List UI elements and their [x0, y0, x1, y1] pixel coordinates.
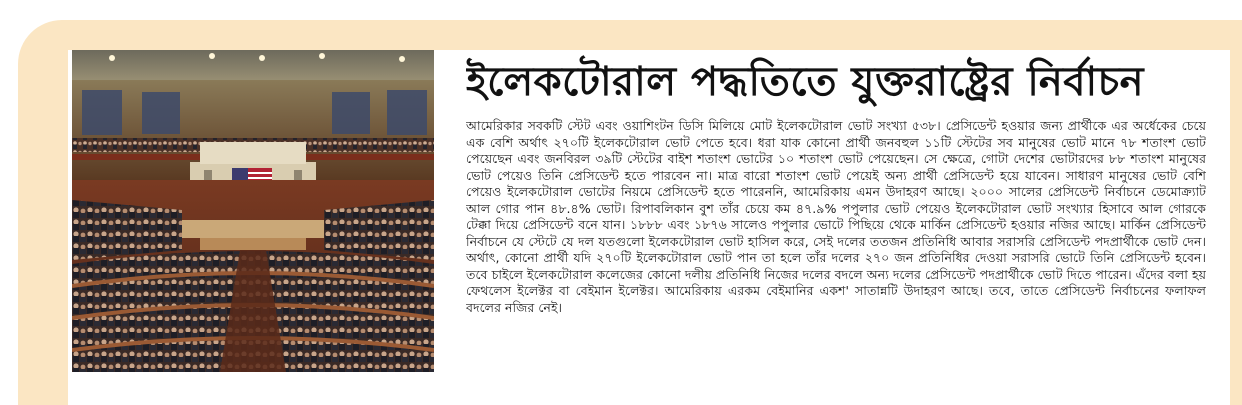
article: [466, 54, 1206, 394]
article-paragraph: আমেরিকার সবকটি স্টেট এবং ওয়াশিংটন ডিসি মিলিয়ে মোট ইলেকটোরাল ভোট সংখ্যা ৫৩৮। প্রেসিডেন্ট হওয়ার জন্য প্রার্থীকে এর অর্ধেকের চেয়ে এক বেশি অর্থাৎ ২৭০টি ইলেকটোরাল ভোট পেতে হবে। ধরা যাক কোনো প্রার্থী জনবহুল ১১টি স্টেটের সব মানুষের ভোট মানে ৭৮ শতাংশ ভোট পেয়েছেন এবং জনবিরল ৩৯টি স্টেটের বাইশ শতাংশ ভোটের ১০ শতাংশ ভোট পেয়েছেন। সে ক্ষেত্রে, গোটা দেশের ভোটারদের ৮৮ শতাংশ মানুষের ভোট পেয়েও তিনি প্রেসিডেন্ট হতে পারবেন না। মাত্র বারো শতাংশ ভোট পেয়েই অন্য প্রার্থী প্রেসিডেন্ট হয়ে যাবেন। সাধারণ মানুষের ভোট বেশি পেয়েও ইলেকটোরাল ভোটের নিয়মে প্রেসিডেন্ট হতে পারেননি, আমেরিকায় এমন উদাহরণ আছে। ২০০০ সালের প্রেসিডেন্ট নির্বাচনে ডেমোক্র্যাট আল গোর পান ৪৮.৪% ভোট। রিপাবলিকান বুশ তাঁর চেয়ে কম ৪৭.৯% পপুলার ভোট পেয়েও ইলেকটোরাল ভোট সংখ্যার হিসাবে আল গোরকে টেক্কা দিয়ে প্রেসিডেন্ট বনে যান। ১৮৮৮ এবং ১৮৭৬ সালেও পপুলার ভোটে পিছিয়ে থেকে মার্কিন প্রেসিডেন্ট হওয়ার নজির আছে। মার্কিন প্রেসিডেন্ট নির্বাচনে যে স্টেটে যে দল যতগুলো ইলেকটোরাল ভোট হাসিল করে, সেই দলের ততজন প্রতিনিধি আবার সরাসরি প্রেসিডেন্ট পদপ্রার্থীকে ভোট দেন। অর্থাৎ, কোনো প্রার্থী যদি ২৭০টি ইলেকটোরাল ভোট পান তা হলে তাঁর দলের ২৭০ জন প্রতিনিধির দেওয়া সরাসরি ভোটে তিনি প্রেসিডেন্ট হবেন। তবে চাইলে ইলেকটোরাল কলেজের কোনো দলীয় প্রতিনিধি নিজের দলের বদলে অন্য দলের প্রেসিডেন্ট পদপ্রার্থীকে ভোট দিতে পারেন। এঁদের বলা হয় ফেথলেস ইলেক্টর বা বেইমান ইলেক্টর। আমেরিকায় এরকম বেইমানির একশ' সাতান্নটি উদাহরণ আছে। তবে, তাতে প্রেসিডেন্ট নির্বাচনের ফলাফল বদলের নজির নেই।: [466, 118, 1206, 315]
article-frame: [18, 20, 1242, 405]
headline: ইলেকটোরাল পদ্ধতিতে যুক্তরাষ্ট্রের নির্বাচন: [466, 59, 1145, 105]
article-panel: [68, 50, 1230, 405]
congress-chamber-photo: [72, 50, 434, 372]
article-body: [466, 118, 1206, 364]
